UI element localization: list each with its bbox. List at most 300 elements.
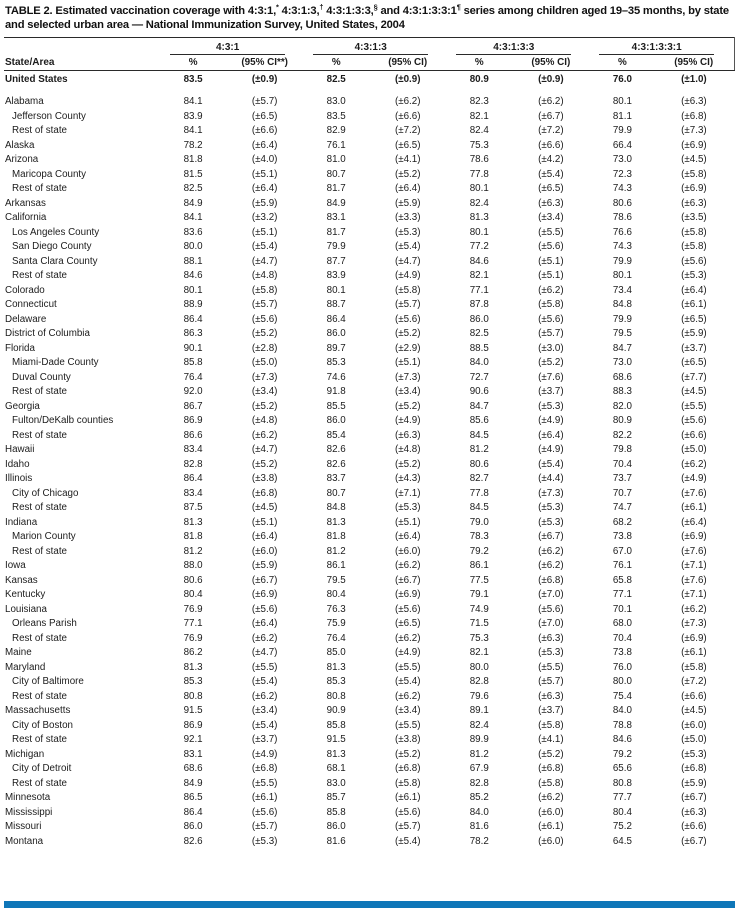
ci-cell: (±5.8): [538, 777, 564, 789]
pct-cell: 80.1: [612, 96, 632, 107]
pct-cell: 84.1: [183, 212, 203, 223]
pct-cell: 82.3: [469, 96, 489, 107]
pct-cell: 66.4: [612, 139, 632, 151]
state-area-cell: Maricopa County: [12, 168, 87, 180]
pct-cell: 83.4: [183, 444, 203, 455]
ci-cell: (±5.4): [251, 719, 278, 731]
table-row: [4, 704, 735, 719]
ci-cell: (±5.1): [538, 270, 564, 281]
pct-cell: 86.9: [183, 719, 203, 731]
ci-cell: (±5.1): [394, 357, 421, 368]
ci-cell: (±5.4): [394, 835, 421, 847]
ci-cell: (±4.7): [251, 255, 278, 267]
ci-cell: (±7.2): [394, 125, 421, 136]
state-area-cell: Minnesota: [5, 792, 51, 803]
series-group-label: 4:3:1:3:3:1: [599, 42, 714, 55]
ci-cell: (±5.1): [538, 255, 564, 267]
ci-cell: (±4.3): [394, 473, 421, 484]
pct-cell: 81.2: [183, 545, 203, 557]
header-spacer: [4, 37, 162, 55]
ci-cell: (±6.2): [394, 560, 421, 571]
pct-cell: 82.4: [469, 719, 489, 731]
pct-cell: 85.0: [326, 647, 346, 658]
table-row: [4, 689, 735, 704]
footer-accent-bar: [4, 901, 735, 908]
ci-cell: (±5.6): [681, 415, 707, 426]
state-area-cell: Rest of state: [12, 386, 67, 397]
state-area-cell: Rest of state: [12, 632, 67, 644]
pct-cell: 81.8: [183, 531, 203, 542]
pct-cell: 76.3: [326, 603, 346, 615]
ci-cell: (±6.7): [681, 835, 707, 847]
state-area-cell: Arizona: [5, 154, 39, 165]
ci-cell: (±5.4): [251, 676, 278, 687]
ci-cell: (±7.2): [538, 125, 564, 136]
state-area-cell: Kansas: [5, 574, 38, 586]
ci-cell: (±6.3): [681, 96, 707, 107]
state-area-cell: Jefferson County: [12, 110, 86, 122]
pct-cell: 71.5: [469, 618, 489, 629]
ci-cell: (±6.4): [251, 618, 278, 629]
ci-cell: (±5.8): [681, 226, 707, 238]
ci-cell: (±4.8): [251, 415, 278, 426]
pct-cell: 82.8: [469, 676, 489, 687]
pct-cell: 68.6: [612, 371, 632, 383]
state-area-cell: Duval County: [12, 371, 71, 383]
pct-cell: 87.5: [183, 502, 203, 513]
pct-cell: 68.0: [612, 618, 632, 629]
pct-cell: 74.7: [612, 502, 632, 513]
pct-cell: 86.4: [326, 313, 346, 325]
pct-cell: 84.0: [469, 806, 489, 818]
ci-cell: (±6.2): [681, 603, 707, 615]
pct-cell: 85.3: [183, 676, 203, 687]
ci-cell: (±5.3): [538, 400, 564, 412]
pct-cell: 77.1: [612, 589, 632, 600]
ci-cell: (±5.7): [251, 96, 278, 107]
table-row: [4, 196, 735, 211]
ci-cell: (±5.3): [538, 502, 564, 513]
pct-cell: 83.1: [183, 748, 203, 760]
ci-cell: (±6.3): [538, 632, 564, 644]
pct-cell: 86.7: [183, 400, 203, 412]
state-area-cell: Rest of state: [12, 777, 67, 789]
ci-cell: (±5.8): [538, 719, 564, 731]
pct-cell: 84.0: [612, 705, 632, 716]
pct-cell: 86.0: [326, 328, 346, 339]
ci-cell: (±6.6): [538, 139, 564, 151]
ci-cell: (±4.2): [538, 154, 564, 165]
pct-header: %: [305, 55, 367, 71]
pct-cell: 86.1: [469, 560, 489, 571]
table-body: [4, 70, 735, 849]
pct-cell: 70.4: [612, 458, 632, 470]
ci-cell: (±3.2): [251, 212, 278, 223]
ci-cell: (±7.3): [251, 371, 278, 383]
state-area-cell: Rest of state: [12, 183, 67, 194]
pct-cell: 87.8: [469, 299, 489, 310]
ci-cell: (±7.1): [681, 589, 707, 600]
ci-cell: (±6.2): [251, 632, 278, 644]
pct-cell: 80.0: [183, 241, 203, 252]
ci-cell: (±6.6): [681, 821, 707, 832]
pct-cell: 82.5: [469, 328, 489, 339]
pct-cell: 79.9: [612, 125, 632, 136]
ci-cell: (±5.2): [394, 400, 421, 412]
pct-cell: 80.4: [612, 806, 632, 818]
ci-cell: (±7.0): [538, 589, 564, 600]
pct-cell: 82.1: [469, 647, 489, 658]
table-row: [4, 399, 735, 414]
table-row: [4, 95, 735, 110]
pct-header: %: [448, 55, 510, 71]
pct-cell: 77.1: [469, 284, 489, 296]
ci-cell: (±5.2): [394, 168, 421, 180]
pct-cell: 74.3: [612, 241, 632, 252]
ci-cell: (±5.4): [538, 168, 564, 180]
table-row: [4, 733, 735, 748]
ci-cell: (±5.8): [681, 168, 707, 180]
pct-cell: 76.4: [183, 371, 203, 383]
ci-cell: (±6.2): [538, 284, 564, 296]
ci-cell: (±6.2): [394, 690, 421, 702]
table-row: [4, 573, 735, 588]
table-row: [4, 631, 735, 646]
pct-cell: 76.0: [612, 661, 632, 673]
ci-cell: (±6.0): [251, 545, 278, 557]
pct-cell: 82.4: [469, 197, 489, 209]
pct-cell: 79.0: [469, 516, 489, 528]
state-area-cell: Massachusetts: [5, 705, 71, 716]
pct-cell: 82.1: [469, 110, 489, 122]
ci-cell: (±5.0): [681, 444, 707, 455]
state-area-cell: Rest of state: [12, 502, 67, 513]
ci-cell: (±5.2): [251, 458, 278, 470]
ci-cell: (±6.3): [538, 197, 564, 209]
ci-cell: (±6.7): [394, 574, 421, 586]
table-row: [4, 211, 735, 226]
table-row: [4, 254, 735, 269]
table-row: [4, 820, 735, 835]
ci-cell: (±6.8): [251, 487, 278, 499]
state-area-cell: Arkansas: [5, 197, 46, 209]
ci-cell: (±6.0): [538, 806, 564, 818]
ci-cell: (±5.4): [251, 241, 278, 252]
pct-cell: 84.1: [183, 96, 203, 107]
ci-cell: (±2.9): [394, 342, 421, 354]
pct-cell: 80.7: [326, 168, 346, 180]
ci-cell: (±4.1): [538, 734, 564, 745]
state-area-cell: Hawaii: [5, 444, 35, 455]
table-row: [4, 269, 735, 284]
ci-cell: (±6.3): [681, 197, 707, 209]
table-row: [4, 124, 735, 139]
pct-cell: 80.1: [469, 183, 489, 194]
ci-cell: (±5.5): [538, 661, 564, 673]
pct-cell: 86.9: [183, 415, 203, 426]
pct-cell: 84.1: [183, 125, 203, 136]
pct-cell: 76.0: [612, 73, 632, 85]
ci-cell: (±5.2): [251, 400, 278, 412]
state-area-cell: Rest of state: [12, 545, 67, 557]
pct-cell: 85.2: [469, 792, 489, 803]
pct-cell: 88.1: [183, 255, 203, 267]
pct-cell: 83.1: [326, 212, 346, 223]
pct-cell: 76.4: [326, 632, 346, 644]
pct-cell: 83.5: [183, 73, 203, 85]
ci-cell: (±5.8): [394, 777, 421, 789]
pct-cell: 75.3: [469, 632, 489, 644]
pct-cell: 92.1: [183, 734, 203, 745]
state-area-cell: Miami-Dade County: [12, 357, 99, 368]
series-group-431: [162, 37, 305, 55]
ci-cell: (±7.3): [681, 125, 707, 136]
pct-cell: 86.4: [183, 313, 203, 325]
ci-cell: (±6.1): [538, 821, 564, 832]
ci-cell: (±5.8): [251, 284, 278, 296]
pct-cell: 77.2: [469, 241, 489, 252]
ci-cell: (±4.7): [394, 255, 421, 267]
state-area-cell: Alaska: [5, 139, 35, 151]
pct-cell: 80.6: [612, 197, 632, 209]
ci-cell: (±6.4): [681, 516, 707, 528]
pct-cell: 86.0: [183, 821, 203, 832]
state-area-cell: Rest of state: [12, 734, 67, 745]
ci-cell: (±6.5): [681, 357, 707, 368]
ci-header: (95% CI**): [224, 55, 305, 71]
ci-cell: (±5.2): [394, 458, 421, 470]
pct-cell: 83.0: [326, 777, 346, 789]
pct-cell: 80.6: [469, 458, 489, 470]
ci-cell: (±6.4): [681, 284, 707, 296]
ci-cell: (±0.9): [394, 73, 421, 85]
ci-cell: (±7.0): [538, 618, 564, 629]
ci-cell: (±6.8): [251, 763, 278, 774]
pct-cell: 74.3: [612, 183, 632, 194]
pct-cell: 82.8: [183, 458, 203, 470]
pct-cell: 83.5: [326, 110, 346, 122]
table-row: [4, 544, 735, 559]
table-row: [4, 501, 735, 516]
pct-cell: 72.7: [469, 371, 489, 383]
ci-cell: (±2.8): [251, 342, 278, 354]
pct-cell: 82.2: [612, 429, 632, 441]
pct-cell: 82.0: [612, 400, 632, 412]
ci-cell: (±6.2): [681, 458, 707, 470]
ci-cell: (±5.7): [538, 328, 564, 339]
ci-cell: (±3.7): [538, 705, 564, 716]
table-row: [4, 747, 735, 762]
table-row: [4, 791, 735, 806]
vaccination-coverage-table: [4, 37, 735, 849]
pct-cell: 85.5: [326, 400, 346, 412]
ci-cell: (±6.9): [394, 589, 421, 600]
pct-cell: 79.5: [612, 328, 632, 339]
pct-cell: 80.1: [469, 226, 489, 238]
pct-cell: 92.0: [183, 386, 203, 397]
ci-cell: (±6.6): [681, 429, 707, 441]
ci-cell: (±5.5): [251, 777, 278, 789]
pct-cell: 80.8: [326, 690, 346, 702]
ci-cell: (±6.1): [251, 792, 278, 803]
ci-cell: (±4.8): [251, 270, 278, 281]
table-row: [4, 70, 735, 95]
pct-cell: 79.9: [612, 255, 632, 267]
pct-cell: 80.6: [183, 574, 203, 586]
series-group-4313: [305, 37, 448, 55]
ci-cell: (±4.0): [251, 154, 278, 165]
pct-cell: 88.3: [612, 386, 632, 397]
pct-cell: 70.1: [612, 603, 632, 615]
ci-cell: (±3.8): [251, 473, 278, 484]
pct-cell: 86.4: [183, 806, 203, 818]
pct-cell: 82.1: [469, 270, 489, 281]
ci-cell: (±5.5): [394, 661, 421, 673]
pct-cell: 81.3: [326, 748, 346, 760]
pct-cell: 89.7: [326, 342, 346, 354]
state-area-cell: City of Baltimore: [12, 676, 84, 687]
pct-cell: 70.7: [612, 487, 632, 499]
pct-cell: 65.6: [612, 763, 632, 774]
ci-cell: (±5.9): [251, 560, 278, 571]
ci-cell: (±7.1): [681, 560, 707, 571]
pct-cell: 81.2: [326, 545, 346, 557]
ci-cell: (±5.8): [394, 284, 421, 296]
table-row: [4, 240, 735, 255]
state-area-cell: Marion County: [12, 531, 76, 542]
series-group-431331: [591, 37, 734, 55]
pct-cell: 78.6: [469, 154, 489, 165]
ci-cell: (±6.0): [538, 835, 564, 847]
state-area-cell: City of Boston: [12, 719, 73, 731]
ci-cell: (±4.7): [251, 647, 278, 658]
ci-cell: (±6.7): [681, 792, 707, 803]
pct-cell: 80.0: [612, 676, 632, 687]
ci-cell: (±3.7): [251, 734, 278, 745]
table-row: [4, 559, 735, 574]
ci-cell: (±6.8): [538, 574, 564, 586]
ci-cell: (±3.3): [394, 212, 421, 223]
state-area-cell: Michigan: [5, 748, 45, 760]
ci-cell: (±6.4): [251, 531, 278, 542]
pct-cell: 78.3: [469, 531, 489, 542]
state-area-cell: Connecticut: [5, 299, 57, 310]
pct-cell: 83.4: [183, 487, 203, 499]
pct-cell: 85.8: [326, 806, 346, 818]
pct-cell: 81.7: [326, 226, 346, 238]
pct-cell: 83.9: [326, 270, 346, 281]
pct-cell: 76.9: [183, 632, 203, 644]
ci-cell: (±6.2): [394, 96, 421, 107]
pct-cell: 84.0: [469, 357, 489, 368]
table-row: [4, 660, 735, 675]
pct-cell: 81.3: [183, 661, 203, 673]
state-area-cell: City of Chicago: [12, 487, 79, 499]
state-area-cell: San Diego County: [12, 241, 92, 252]
pct-cell: 82.6: [183, 835, 203, 847]
pct-cell: 80.1: [183, 284, 203, 296]
ci-cell: (±3.4): [251, 386, 278, 397]
pct-cell: 79.2: [469, 545, 489, 557]
ci-cell: (±6.5): [538, 183, 564, 194]
ci-cell: (±4.9): [394, 647, 421, 658]
ci-cell: (±6.4): [394, 183, 421, 194]
pct-cell: 80.0: [469, 661, 489, 673]
ci-cell: (±5.5): [538, 226, 564, 238]
pct-cell: 84.8: [612, 299, 632, 310]
table-row: [4, 834, 735, 849]
ci-cell: (±6.5): [251, 110, 278, 122]
pct-cell: 88.7: [326, 299, 346, 310]
table-row: [4, 646, 735, 661]
ci-cell: (±4.8): [394, 444, 421, 455]
pct-cell: 81.6: [326, 835, 346, 847]
pct-cell: 67.9: [469, 763, 489, 774]
series-group-label: 4:3:1:3: [313, 42, 428, 55]
state-area-cell: Fulton/DeKalb counties: [12, 415, 114, 426]
table-row: [4, 617, 735, 632]
ci-cell: (±6.4): [538, 429, 564, 441]
ci-cell: (±5.4): [538, 458, 564, 470]
ci-cell: (±5.8): [681, 241, 707, 252]
ci-cell: (±4.9): [538, 415, 564, 426]
pct-cell: 83.6: [183, 226, 203, 238]
pct-cell: 84.9: [326, 197, 346, 209]
pct-cell: 75.4: [612, 690, 632, 702]
pct-cell: 88.9: [183, 299, 203, 310]
pct-cell: 79.5: [326, 574, 346, 586]
pct-cell: 86.0: [326, 415, 346, 426]
pct-cell: 77.8: [469, 487, 489, 499]
pct-cell: 79.9: [612, 313, 632, 325]
table-row: [4, 138, 735, 153]
ci-cell: (±3.4): [538, 212, 564, 223]
ci-cell: (±5.0): [681, 734, 707, 745]
ci-cell: (±6.2): [538, 96, 564, 107]
ci-cell: (±6.8): [681, 763, 707, 774]
ci-cell: (±7.6): [681, 545, 707, 557]
table-header: [4, 37, 735, 70]
pct-cell: 86.1: [326, 560, 346, 571]
pct-cell: 79.6: [469, 690, 489, 702]
ci-cell: (±5.6): [681, 255, 707, 267]
pct-cell: 85.8: [326, 719, 346, 731]
pct-cell: 82.7: [469, 473, 489, 484]
ci-cell: (±5.6): [394, 806, 421, 818]
ci-cell: (±6.2): [538, 792, 564, 803]
pct-cell: 84.8: [326, 502, 346, 513]
pct-cell: 81.3: [326, 661, 346, 673]
pct-cell: 81.3: [469, 212, 489, 223]
ci-cell: (±5.2): [394, 328, 421, 339]
pct-cell: 84.5: [469, 502, 489, 513]
ci-cell: (±5.1): [251, 168, 278, 180]
pct-cell: 89.1: [469, 705, 489, 716]
pct-cell: 83.7: [326, 473, 346, 484]
state-area-cell: Los Angeles County: [12, 226, 100, 238]
series-group-43133: [448, 37, 591, 55]
state-area-cell: Colorado: [5, 284, 45, 296]
state-area-cell: Montana: [5, 835, 44, 847]
series-group-header-row: [4, 37, 735, 55]
state-area-cell: Iowa: [5, 560, 26, 571]
ci-cell: (±5.7): [538, 676, 564, 687]
pct-cell: 74.6: [326, 371, 346, 383]
ci-cell: (±5.5): [681, 400, 707, 412]
ci-cell: (±5.3): [538, 516, 564, 528]
ci-cell: (±6.9): [681, 183, 707, 194]
pct-cell: 79.9: [326, 241, 346, 252]
